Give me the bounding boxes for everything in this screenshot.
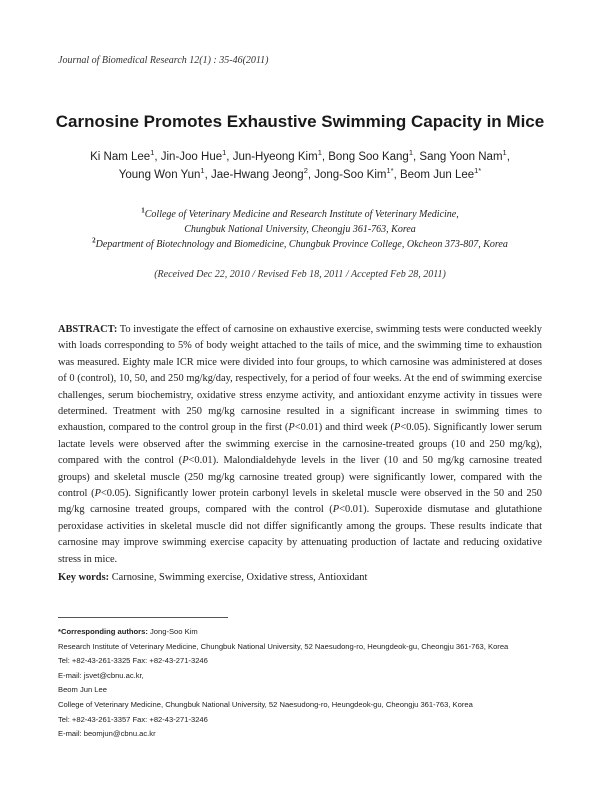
- email-1: E-mail: jsvet@cbnu.ac.kr,: [58, 670, 144, 680]
- phone-2: Tel: +82-43-261-3357 Fax: +82-43-271-3246: [58, 714, 208, 724]
- journal-citation: Journal of Biomedical Research 12(1) : 35-46(2011): [58, 55, 269, 66]
- author-line-2: [60, 166, 540, 184]
- author: Bong Soo Kang$^1$,: [328, 148, 420, 163]
- received-dates: (Received Dec 22, 2010 / Revised Feb 18, 2011 / Accepted Feb 28, 2011): [154, 269, 446, 280]
- author: Ki Nam Lee$^1$,: [90, 148, 161, 163]
- author-list: [60, 148, 540, 184]
- paper-title: Carnosine Promotes Exhaustive Swimming Capacity in Mice: [55, 112, 545, 131]
- author: Beom Jun Lee$^{1*}$: [399, 166, 482, 181]
- affiliation-2: $^2$Department of Biotechnology and Biomedicine, Chungbuk Province College, Okcheon 373-807, Korea: [92, 236, 508, 250]
- author: Jong-Soo Kim$^{1*}$,: [314, 166, 400, 181]
- abstract-label: ABSTRACT:: [58, 324, 118, 335]
- email-2: E-mail: beomjun@cbnu.ac.kr: [58, 729, 156, 739]
- keywords-text: Carnosine, Swimming exercise, Oxidative stress, Antioxidant: [109, 572, 368, 583]
- keywords: [58, 572, 542, 583]
- address-2: College of Veterinary Medicine, Chungbuk National University, 52 Naesudong-ro, Heungdeok-gu, Cheongju 361-763, Korea: [58, 699, 473, 709]
- author-name-2: Beom Jun Lee: [58, 685, 107, 695]
- footnote-divider: [58, 617, 228, 618]
- author: Young Won Yun$^1$,: [118, 166, 211, 181]
- corresponding-authors: [58, 625, 558, 742]
- affiliation-1-cont: Chungbuk National University, Cheongju 361-763, Korea: [184, 224, 416, 235]
- phone-1: Tel: +82-43-261-3325 Fax: +82-43-271-3246: [58, 656, 208, 666]
- keywords-label: Key words:: [58, 572, 110, 583]
- author: Jin-Joo Hue$^1$,: [160, 148, 233, 163]
- author: Jun-Hyeong Kim$^1$,: [232, 148, 329, 163]
- author: Sang Yoon Nam$^1$,: [419, 148, 510, 163]
- abstract: ABSTRACT: To investigate the effect of carnosine on exhaustive exercise, swimming tests were conducted weekly with loads corresponding to 5% of body weight attached to the tails of mice, and the swimming time to exhaustion was measured. Eighty male ICR mice were divided into four groups, to which carnosine was administered at doses of 0 (control), 10, 50, and 250 mg/kg/day, respectively, for a period of four weeks. At the end of swimming exercise challenges, serum biochemistry, oxidative stress enzyme activity, and antioxidant enzyme activity in tissues were determined. Treatment with 250 mg/kg carnosine resulted in a significant increase in swimming times to exhaustion, compared to the control group in the first (P<0.01) and third week (P<0.05). Significantly lower serum lactate levels were observed after the swimming exercise in the carnosine-treated groups (10 and 250 mg/kg), compared with the control (P<0.01). Malondialdehyde levels in the liver (10 and 50 mg/kg carnosine treated groups) and skeletal muscle (250 mg/kg carnosine treated group) were significantly lower, compared with the control (P<0.05). Significantly lower protein carbonyl levels in skeletal muscle were observed in the 50 and 250 mg/kg carnosine treated groups, compared with the control (P<0.01). Superoxide dismutase and glutathione peroxidase activities in skeletal muscle did not differ significantly among the groups. These results indicate that carnosine may improve swimming exercise capacity by attenuating production of lactate and reducing oxidative stress in mice.: [58, 324, 543, 565]
- author: Jae-Hwang Jeong$^2$,: [210, 166, 315, 181]
- affiliation-1: $^1$College of Veterinary Medicine and Research Institute of Veterinary Medicine,: [141, 206, 459, 220]
- address-1: Research Institute of Veterinary Medicine, Chungbuk National University, 52 Naesudong-ro, Heungdeok-gu, Cheongju 361-763, Korea: [58, 641, 509, 651]
- author-line-1: [60, 148, 540, 166]
- affiliations: [60, 207, 540, 252]
- corresponding-line: *Corresponding authors: Jong-Soo Kim: [58, 627, 198, 636]
